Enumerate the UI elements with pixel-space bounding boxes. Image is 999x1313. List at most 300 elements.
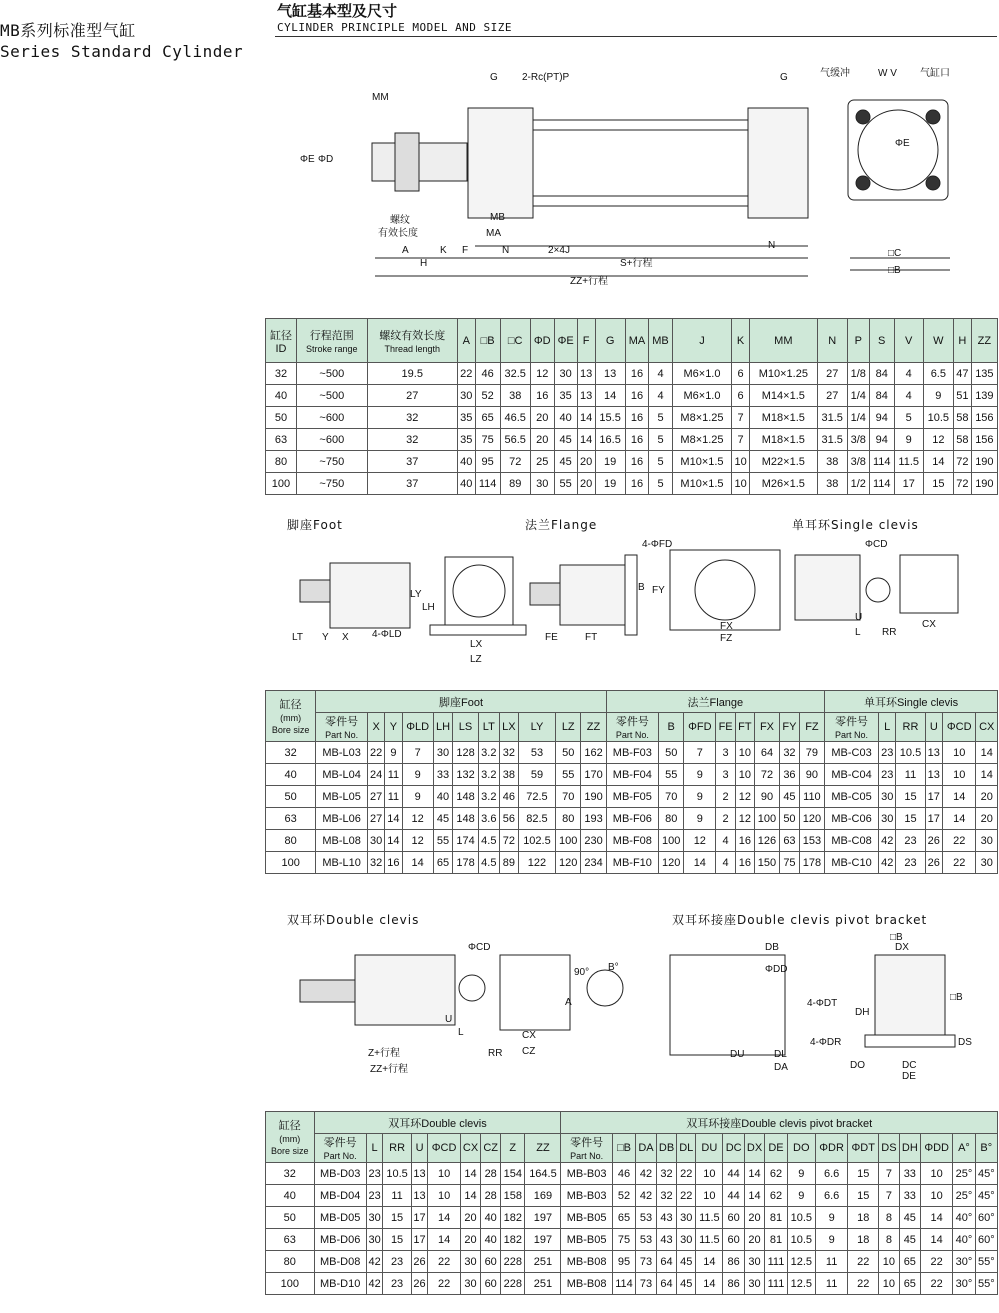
th-k: K (732, 319, 750, 363)
table-cell: 52 (612, 1185, 635, 1207)
label-p-dx: DX (895, 942, 909, 953)
label-p-dc: DC (902, 1060, 917, 1071)
table-cell: 122 (518, 852, 555, 874)
label-port: 气缸口 (920, 68, 950, 79)
th-j: J (672, 319, 731, 363)
table-cell: 35 (457, 429, 475, 451)
table-cell: 65 (433, 852, 453, 874)
table-cell: 18 (848, 1229, 879, 1251)
label-d-cx: CX (522, 1030, 536, 1041)
th-col: ZZ (525, 1134, 561, 1163)
table-cell: 72 (754, 764, 779, 786)
table-cell: 162 (581, 742, 606, 764)
table-cell: 65 (612, 1207, 635, 1229)
label-d-cd: ΦCD (468, 942, 491, 953)
double-clevis-caption: 双耳环Double clevis (287, 913, 420, 927)
table-cell: 26 (925, 852, 942, 874)
table-cell: 3.2 (478, 786, 499, 808)
th-d: ΦD (530, 319, 554, 363)
label-phie: ΦE (895, 138, 910, 149)
table-cell: 16 (625, 407, 649, 429)
th-col: DS (879, 1134, 900, 1163)
table-cell: 10 (732, 451, 750, 473)
table-cell: 20 (460, 1229, 481, 1251)
table-cell: 55 (554, 473, 577, 495)
table-cell: 17 (411, 1229, 428, 1251)
table-cell: 15 (923, 473, 953, 495)
table-cell: 80 (266, 1251, 315, 1273)
table-cell: 10 (735, 764, 754, 786)
table-cell: M6×1.0 (672, 385, 731, 407)
table-cell: 22 (848, 1273, 879, 1295)
label-ly: LY (410, 589, 422, 600)
table-cell: 135 (971, 363, 997, 385)
table-cell: 14 (577, 429, 595, 451)
table-cell: 32.5 (500, 363, 530, 385)
label-p-dd: ΦDD (765, 964, 788, 975)
label-p-da: DA (774, 1062, 788, 1073)
table-cell: 26 (411, 1251, 428, 1273)
label-c: □C (888, 248, 902, 259)
table-cell: 22 (677, 1185, 696, 1207)
table-cell: 5 (894, 407, 923, 429)
table-row (266, 451, 998, 473)
th-h: H (953, 319, 971, 363)
table-cell: 100 (266, 473, 297, 495)
table-cell: MB-F04 (606, 764, 658, 786)
table-cell: 94 (869, 429, 894, 451)
table-cell: 9 (787, 1185, 815, 1207)
table-cell: 234 (581, 852, 606, 874)
table-cell: 40 (266, 764, 316, 786)
label-fy: FY (652, 585, 665, 596)
foot-caption: 脚座Foot (287, 518, 343, 532)
table-cell: 65 (899, 1251, 920, 1273)
table-cell: 13 (577, 363, 595, 385)
label-h: H (420, 258, 428, 269)
th-col: FX (754, 713, 779, 742)
th-stroke: 行程范围 Stroke range (296, 319, 367, 363)
table-cell: MB-D10 (314, 1273, 366, 1295)
table-cell: 5 (649, 429, 673, 451)
table-cell: 11.5 (696, 1229, 723, 1251)
table-cell: 80 (556, 808, 581, 830)
table-cell: 16 (625, 363, 649, 385)
table-cell: 56 (499, 808, 518, 830)
table-cell: 60 (481, 1273, 501, 1295)
table-cell: 33 (899, 1185, 920, 1207)
mount-diagrams (290, 535, 999, 670)
table-cell: 32 (780, 742, 800, 764)
label-p-bb: □B (890, 932, 903, 943)
table-cell: MB-B08 (561, 1273, 612, 1295)
label-n: N (502, 245, 510, 256)
table-cell: 42 (879, 830, 896, 852)
th-col: LY (518, 713, 555, 742)
t3-bore-header: 缸径 (mm) Bore size (266, 1112, 315, 1163)
table-cell: MB-C10 (825, 852, 879, 874)
table-cell: 9 (815, 1207, 847, 1229)
table-cell: 10.5 (787, 1207, 815, 1229)
t3-group-pivot: 双耳环接座Double clevis pivot bracket (561, 1112, 998, 1134)
table-cell: 1/4 (847, 407, 869, 429)
table-cell: 6.6 (815, 1163, 847, 1185)
th-col: DB (656, 1134, 677, 1163)
table-cell: MB-F06 (606, 808, 658, 830)
table-cell: 3.6 (478, 808, 499, 830)
table-cell: 3 (716, 742, 736, 764)
table-cell: 46.5 (500, 407, 530, 429)
table-cell: 55 (659, 764, 684, 786)
table-cell: 7 (684, 742, 716, 764)
label-g2: G (780, 72, 788, 83)
table-cell: 63 (266, 429, 297, 451)
table-cell: 7 (879, 1185, 900, 1207)
label-lz: LZ (470, 654, 482, 665)
table-cell: 56.5 (500, 429, 530, 451)
section-subtitle: CYLINDER PRINCIPLE MODEL AND SIZE (277, 21, 513, 34)
table-row (266, 1163, 998, 1185)
th-g: G (595, 319, 625, 363)
table-cell: 20 (460, 1207, 481, 1229)
table-cell: 11 (385, 786, 402, 808)
table-cell: 178 (453, 852, 478, 874)
table-cell: 9 (684, 764, 716, 786)
table-cell: 30° (953, 1251, 975, 1273)
table-cell: MB-L10 (316, 852, 368, 874)
table-cell: 158 (501, 1185, 525, 1207)
table-cell: 32 (656, 1185, 677, 1207)
label-d-zz: ZZ+行程 (370, 1064, 409, 1075)
label-cx: CX (922, 619, 936, 630)
t2-group-flange: 法兰Flange (606, 691, 824, 713)
table-cell: 23 (383, 1251, 411, 1273)
label-stroke: S+行程 (620, 258, 653, 269)
table-cell: 50 (266, 407, 297, 429)
table-cell: 10 (920, 1185, 952, 1207)
th-col: LZ (556, 713, 581, 742)
th-b: □B (475, 319, 500, 363)
table-cell: 13 (411, 1185, 428, 1207)
th-col: ZZ (581, 713, 606, 742)
th-f: F (577, 319, 595, 363)
rear-cover (748, 108, 808, 218)
label-p-do: DO (850, 1060, 865, 1071)
table-cell: 15 (896, 808, 925, 830)
table-cell: 30 (460, 1273, 481, 1295)
table-cell: 38 (500, 385, 530, 407)
table-cell: 153 (799, 830, 824, 852)
table-cell: 33 (433, 764, 453, 786)
table-cell: 51 (953, 385, 971, 407)
table-cell: MB-L08 (316, 830, 368, 852)
table-cell: 2 (716, 808, 736, 830)
table-cell: 42 (366, 1251, 383, 1273)
label-p-db: DB (765, 942, 779, 953)
table-cell: 190 (971, 451, 997, 473)
table-cell: 50 (556, 742, 581, 764)
double-clevis-side (355, 955, 455, 1025)
th-col: DE (765, 1134, 787, 1163)
table-cell: 16 (735, 830, 754, 852)
table-cell: 4 (649, 363, 673, 385)
table-cell: 156 (971, 429, 997, 451)
table-cell: 45 (899, 1229, 920, 1251)
table-cell: 62 (765, 1185, 787, 1207)
th-part-no: 零件号 Part No. (606, 713, 658, 742)
th-part-no: 零件号 Part No. (316, 713, 368, 742)
pivot-side (587, 970, 623, 1006)
table-cell: 15 (848, 1185, 879, 1207)
table-cell: 13 (925, 742, 942, 764)
table-cell: 14 (942, 786, 976, 808)
label-d: ΦD (318, 154, 334, 165)
basic-dimension-table (265, 318, 998, 495)
table-cell: 17 (894, 473, 923, 495)
table-cell: 25° (953, 1185, 975, 1207)
table-cell: 251 (525, 1251, 561, 1273)
end-view-bolt (856, 110, 870, 124)
t2-group-foot: 脚座Foot (316, 691, 606, 713)
table-cell: 114 (869, 473, 894, 495)
label-thread1: 螺纹 (390, 215, 410, 226)
table-cell: 60 (723, 1229, 744, 1251)
clevis-diagrams (290, 930, 999, 1080)
table-cell: 7 (402, 742, 433, 764)
table-cell: 46 (475, 363, 500, 385)
table-cell: 13 (411, 1163, 428, 1185)
label-d-rr: RR (488, 1048, 503, 1059)
th-col: ΦCD (942, 713, 976, 742)
table-cell: 30 (530, 473, 554, 495)
table-cell: 3 (716, 764, 736, 786)
th-n: N (817, 319, 847, 363)
section-title: 气缸基本型及尺寸 (277, 2, 398, 20)
th-part-no: 零件号 Part No. (561, 1134, 612, 1163)
th-col: DU (696, 1134, 723, 1163)
th-col: DC (723, 1134, 744, 1163)
table-cell: MB-L03 (316, 742, 368, 764)
table-cell: 58 (953, 429, 971, 451)
table-cell: 30 (976, 852, 998, 874)
table-cell: 120 (556, 852, 581, 874)
table-cell: 9 (684, 808, 716, 830)
table-cell: 14 (920, 1207, 952, 1229)
table-cell: 15.5 (595, 407, 625, 429)
label-d-cz: CZ (522, 1046, 536, 1057)
label-cushion: 气缓冲 (820, 68, 850, 79)
table-cell: 15 (896, 786, 925, 808)
table-cell: 228 (501, 1251, 525, 1273)
label-y: Y (322, 632, 329, 643)
table-cell: 45° (975, 1185, 997, 1207)
table-cell: 23 (383, 1273, 411, 1295)
th-p: P (847, 319, 869, 363)
table-cell: 75 (780, 852, 800, 874)
table-header-row (266, 319, 998, 363)
table-cell: 17 (411, 1207, 428, 1229)
head-cover (468, 108, 533, 218)
label-fx: FX (720, 621, 733, 632)
table-cell: ~600 (296, 429, 367, 451)
th-col: ΦLD (402, 713, 433, 742)
single-clevis-caption: 单耳环Single clevis (792, 518, 919, 532)
title-divider (275, 36, 997, 37)
table-cell: 19.5 (367, 363, 457, 385)
table-cell: 63 (266, 808, 316, 830)
th-part-no: 零件号 Part No. (825, 713, 879, 742)
table-cell: 10.5 (383, 1163, 411, 1185)
th-part-no: 零件号 Part No. (314, 1134, 366, 1163)
table-cell: 9 (402, 786, 433, 808)
table-cell: 20 (530, 429, 554, 451)
label-p-dh: DH (855, 1007, 870, 1018)
table-cell: 9 (385, 742, 402, 764)
table-cell: M6×1.0 (672, 363, 731, 385)
table-cell: 30 (433, 742, 453, 764)
table-cell: 32 (266, 363, 297, 385)
table-cell: M10×1.5 (672, 473, 731, 495)
table-cell: 25° (953, 1163, 975, 1185)
th-col: DO (787, 1134, 815, 1163)
table-row (266, 385, 998, 407)
label-zz: ZZ+行程 (570, 276, 609, 287)
th-col: DX (744, 1134, 765, 1163)
th-e: ΦE (554, 319, 577, 363)
table-cell: 14 (428, 1229, 460, 1251)
table-cell: 150 (754, 852, 779, 874)
single-clevis-end (900, 555, 958, 613)
double-clevis-end (500, 955, 570, 1030)
table-cell: 64 (656, 1251, 677, 1273)
table-cell: 80 (659, 808, 684, 830)
table-cell: 52 (475, 385, 500, 407)
table-cell: 50 (659, 742, 684, 764)
table-cell: MB-B05 (561, 1229, 612, 1251)
flange-side-view (560, 565, 625, 625)
table-cell: 14 (385, 808, 402, 830)
table-cell: 95 (612, 1251, 635, 1273)
table-cell: 75 (475, 429, 500, 451)
table-cell: 10 (732, 473, 750, 495)
table-cell: 73 (636, 1273, 657, 1295)
label-mb: MB (490, 212, 505, 223)
table-cell: 14 (942, 808, 976, 830)
table-cell: 47 (953, 363, 971, 385)
table-cell: 111 (765, 1251, 787, 1273)
table-cell: 16.5 (595, 429, 625, 451)
table-cell: 27 (817, 385, 847, 407)
label-j4: 2×4J (548, 245, 570, 256)
table-cell: 114 (869, 451, 894, 473)
table-cell: 4 (649, 385, 673, 407)
table-cell: 32 (656, 1163, 677, 1185)
table-cell: 30 (366, 1207, 383, 1229)
table-cell: 5 (649, 473, 673, 495)
table-cell: 14 (976, 742, 998, 764)
series-title-en: Series Standard Cylinder (0, 42, 244, 61)
table-cell: 45 (899, 1207, 920, 1229)
label-l: L (855, 627, 861, 638)
table-row (266, 1207, 998, 1229)
table1-body (266, 363, 998, 495)
table-cell: 45 (433, 808, 453, 830)
table-cell: MB-C03 (825, 742, 879, 764)
table-cell: 14 (595, 385, 625, 407)
label-p-du: DU (730, 1049, 745, 1060)
label-ma: MA (486, 228, 501, 239)
table-cell: 4 (716, 830, 736, 852)
label-cd: ΦCD (865, 539, 888, 550)
th-col: LX (499, 713, 518, 742)
table-cell: MB-B03 (561, 1185, 612, 1207)
table-cell: 190 (581, 786, 606, 808)
table-cell: 90 (799, 764, 824, 786)
table-cell: 9 (815, 1229, 847, 1251)
table-cell: 23 (879, 764, 896, 786)
table-cell: 42 (879, 852, 896, 874)
table-cell: M8×1.25 (672, 429, 731, 451)
table-cell: MB-C06 (825, 808, 879, 830)
label-bb: B (638, 582, 645, 593)
table-cell: 15 (383, 1207, 411, 1229)
table-cell: 100 (754, 808, 779, 830)
table-cell: 10 (696, 1185, 723, 1207)
table-cell: M10×1.25 (750, 363, 818, 385)
table-cell: 7 (879, 1163, 900, 1185)
table-cell: 100 (266, 1273, 315, 1295)
rod-nut (395, 133, 419, 191)
table-cell: MB-L06 (316, 808, 368, 830)
table-cell: 31.5 (817, 429, 847, 451)
table-cell: 4 (894, 385, 923, 407)
th-c: □C (500, 319, 530, 363)
table-row (266, 407, 998, 429)
table-cell: 32 (266, 1163, 315, 1185)
table-cell: 72.5 (518, 786, 555, 808)
th-col: A° (953, 1134, 975, 1163)
table-cell: 12 (530, 363, 554, 385)
table-cell: 14 (385, 830, 402, 852)
table-cell: 197 (525, 1207, 561, 1229)
table-cell: 14 (923, 451, 953, 473)
th-mm: MM (750, 319, 818, 363)
table-cell: 22 (848, 1251, 879, 1273)
label-fz: FZ (720, 633, 733, 644)
table-cell: 35 (457, 407, 475, 429)
table-cell: 36 (780, 764, 800, 786)
table-cell: 12.5 (787, 1273, 815, 1295)
pivot-caption: 双耳环接座Double clevis pivot bracket (672, 913, 928, 927)
table-cell: 42 (366, 1273, 383, 1295)
table-cell: 139 (971, 385, 997, 407)
table-cell: 114 (612, 1273, 635, 1295)
table-cell: 45 (677, 1251, 696, 1273)
table-cell: 50 (780, 808, 800, 830)
table-cell: 30 (366, 1229, 383, 1251)
table-cell: 174 (453, 830, 478, 852)
table-cell: 23 (879, 742, 896, 764)
table-cell: 22 (457, 363, 475, 385)
table-cell: 14 (460, 1185, 481, 1207)
table-cell: 10 (942, 742, 976, 764)
t2-bore-header: 缸径 (mm) Bore size (266, 691, 316, 742)
table-cell: 55 (556, 764, 581, 786)
th-col: U (925, 713, 942, 742)
table-cell: 14 (460, 1163, 481, 1185)
th-mb: MB (649, 319, 673, 363)
table-cell: 10 (735, 742, 754, 764)
